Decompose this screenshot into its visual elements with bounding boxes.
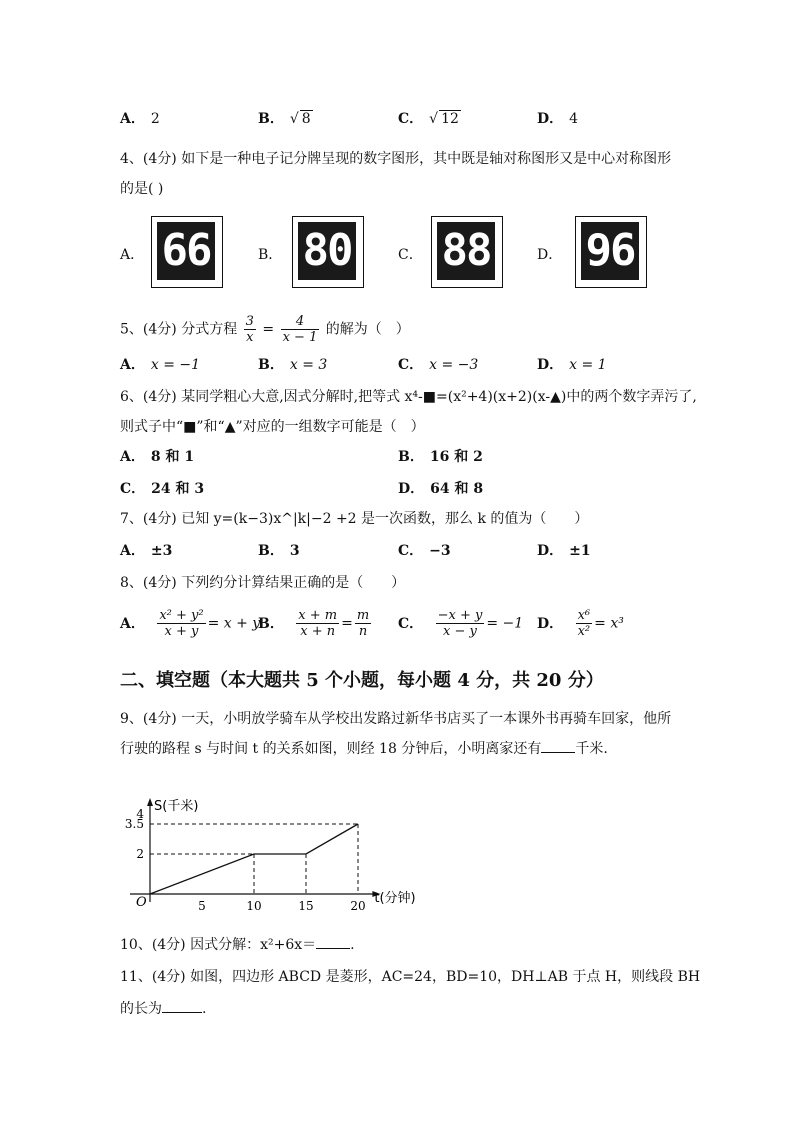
option-label: D． xyxy=(398,481,425,497)
y-tick-label: 2 xyxy=(136,847,144,861)
q6-stem-line2: 则式子中“■”和“▲”对应的一组数字可能是（ ） xyxy=(120,419,425,435)
q8-option-a: A． $\frac{\text{x² + y²}}{x + y}$ = x + y xyxy=(120,608,261,639)
x-tick-label: 20 xyxy=(350,899,366,913)
q6-option-c xyxy=(120,478,204,498)
option-label: A． xyxy=(120,449,145,465)
section-heading: 二、填空题（本大题共 5 个小题，每小题 4 分，共 20 分） xyxy=(120,670,604,691)
answer-blank xyxy=(316,936,350,949)
q8-stem: 8、(4分) 下列约分计算结果正确的是（ ） xyxy=(120,575,406,591)
option-value: 2 xyxy=(150,111,160,127)
q4-stem-line1: 4、(4分) 如下是一种电子记分牌呈现的数字图形，其中既是轴对称图形又是中心对称图形 xyxy=(120,151,672,167)
q5-prefix: 5、(4分) 分式方程 xyxy=(120,321,238,338)
q6-option-d xyxy=(398,478,483,498)
x-axis-label: t(分钟) xyxy=(374,891,416,906)
option-label: B． xyxy=(398,449,424,465)
option-label: D． xyxy=(537,111,564,127)
q4-option-b-label: B． xyxy=(258,247,283,263)
option-value: x = 1 xyxy=(569,357,607,373)
q5-option-c xyxy=(398,354,478,374)
option-label: A． xyxy=(120,111,145,127)
option-value: x = −1 xyxy=(150,357,201,373)
option-label: B． xyxy=(258,543,284,559)
q10-stem xyxy=(120,934,355,954)
option-label: D． xyxy=(537,615,564,632)
q7-option-a xyxy=(120,540,172,560)
option-label: B． xyxy=(258,615,284,632)
q9-stem-text: 行驶的路程 s 与时间 t 的关系如图，则经 18 分钟后，小明离家还有 xyxy=(120,741,542,757)
q4-option-d-image xyxy=(575,216,647,288)
option-value: −3 xyxy=(429,543,451,559)
q9-stem-end: 千米. xyxy=(575,741,608,757)
fraction: $\frac{4}{x - 1}$ xyxy=(282,314,318,345)
y-tick-label: 4 xyxy=(136,807,144,821)
q7-option-b xyxy=(258,540,300,560)
q5-option-b xyxy=(258,354,327,374)
q3-option-c: C． √ 12 xyxy=(398,111,459,127)
q9-stem-line2 xyxy=(120,738,608,758)
q5-suffix: 的解为（ ） xyxy=(325,321,410,338)
option-label: B． xyxy=(258,357,284,373)
option-label: A． xyxy=(120,615,145,632)
option-label: D． xyxy=(537,357,564,373)
q5-option-d xyxy=(537,354,607,374)
scoreboard-digits: 80 xyxy=(298,222,356,280)
q7-stem: 7、(4分) 已知 y=(k−3)x^|k|−2 +2 是一次函数，那么 k 的值为（ ） xyxy=(120,511,589,527)
scoreboard-digits: 66 xyxy=(157,222,215,280)
option-value: 3 xyxy=(289,543,300,559)
q4-option-a-label: A． xyxy=(120,247,145,263)
q4-stem-line2: 的是( ) xyxy=(120,181,164,197)
option-label: C． xyxy=(398,357,424,373)
option-label: C． xyxy=(120,481,146,497)
q4-option-c-label: C． xyxy=(398,247,423,263)
answer-blank xyxy=(162,1000,202,1013)
option-value: 16 和 2 xyxy=(429,449,483,465)
q4-option-a-image xyxy=(151,216,223,288)
option-value: x = −3 xyxy=(429,357,479,373)
scoreboard-digits: 88 xyxy=(437,222,495,280)
q7-option-d xyxy=(537,540,591,560)
y-tick-label: 3.5 xyxy=(124,817,144,831)
answer-blank xyxy=(541,740,575,753)
y-axis-label: S(千米) xyxy=(154,799,199,814)
x-tick-label: 15 xyxy=(298,899,314,913)
option-value: 12 xyxy=(441,111,459,127)
q7-option-c xyxy=(398,540,451,560)
option-value: ±3 xyxy=(150,543,173,559)
q8-option-c: C． $\frac{-x + y}{x - y}$ = −1 xyxy=(398,608,524,639)
option-label: C． xyxy=(398,615,424,632)
option-label: D． xyxy=(537,543,564,559)
q8-option-b: B． $\frac{x + m}{x + n}$ = $\frac{m}{n}$ xyxy=(258,608,370,639)
q10-end: . xyxy=(350,937,355,953)
q5-stem: 5、(4分) 分式方程 $\frac{3}{x}$ = $\frac{4}{x - 1}$ 的解为（ ） xyxy=(120,314,410,345)
q10-text: 10、(4分) 因式分解：x²+6x＝ xyxy=(120,937,317,953)
q8-option-d: D． $\frac{\text{x⁶}}{\text{x²}}$ = x³ xyxy=(537,608,624,639)
q11-end: . xyxy=(202,1001,207,1017)
q11-text: 的长为 xyxy=(120,1001,162,1017)
q3-option-d xyxy=(537,108,578,128)
x-tick-label: 5 xyxy=(198,899,206,913)
q4-option-d-label: D． xyxy=(537,247,563,263)
option-value: 64 和 8 xyxy=(430,481,484,497)
option-label: C． xyxy=(398,111,424,127)
distance-time-chart xyxy=(110,772,416,922)
q3-option-b: B． √ 8 xyxy=(258,111,311,127)
y-axis-arrow xyxy=(147,798,153,806)
option-label: C． xyxy=(398,543,424,559)
q11-stem-line1: 11、(4分) 如图，四边形 ABCD 是菱形，AC=24，BD=10，DH⊥AB 于点 H，则线段 BH xyxy=(120,969,701,985)
q4-option-c-image xyxy=(431,216,503,288)
q3-option-a xyxy=(120,108,160,128)
option-label: A． xyxy=(120,543,145,559)
option-label: B． xyxy=(258,111,284,127)
q6-option-b xyxy=(398,446,483,466)
option-label: A． xyxy=(120,357,145,373)
q6-option-a xyxy=(120,446,194,466)
scoreboard-digits: 96 xyxy=(581,222,639,280)
fraction: $\frac{3}{x}$ xyxy=(245,314,254,345)
option-value: ±1 xyxy=(569,543,591,559)
q9-stem-line1: 9、(4分) 一天，小明放学骑车从学校出发路过新华书店买了一本课外书再骑车回家，他所 xyxy=(120,711,672,727)
origin-label: O xyxy=(136,895,147,910)
option-value: 8 xyxy=(301,111,311,127)
option-value: 4 xyxy=(569,111,579,127)
x-tick-label: 10 xyxy=(246,899,262,913)
q5-option-a xyxy=(120,354,200,374)
option-value: 24 和 3 xyxy=(151,481,205,497)
q6-stem-line1: 6、(4分) 某同学粗心大意,因式分解时,把等式 x⁴-■=(x²+4)(x+2)(x-▲)中的两个数字弄污了, xyxy=(120,389,697,405)
option-value: x = 3 xyxy=(289,357,328,373)
q11-stem-line2 xyxy=(120,998,206,1018)
option-value: 8 和 1 xyxy=(150,449,195,465)
q4-option-b-image xyxy=(292,216,364,288)
